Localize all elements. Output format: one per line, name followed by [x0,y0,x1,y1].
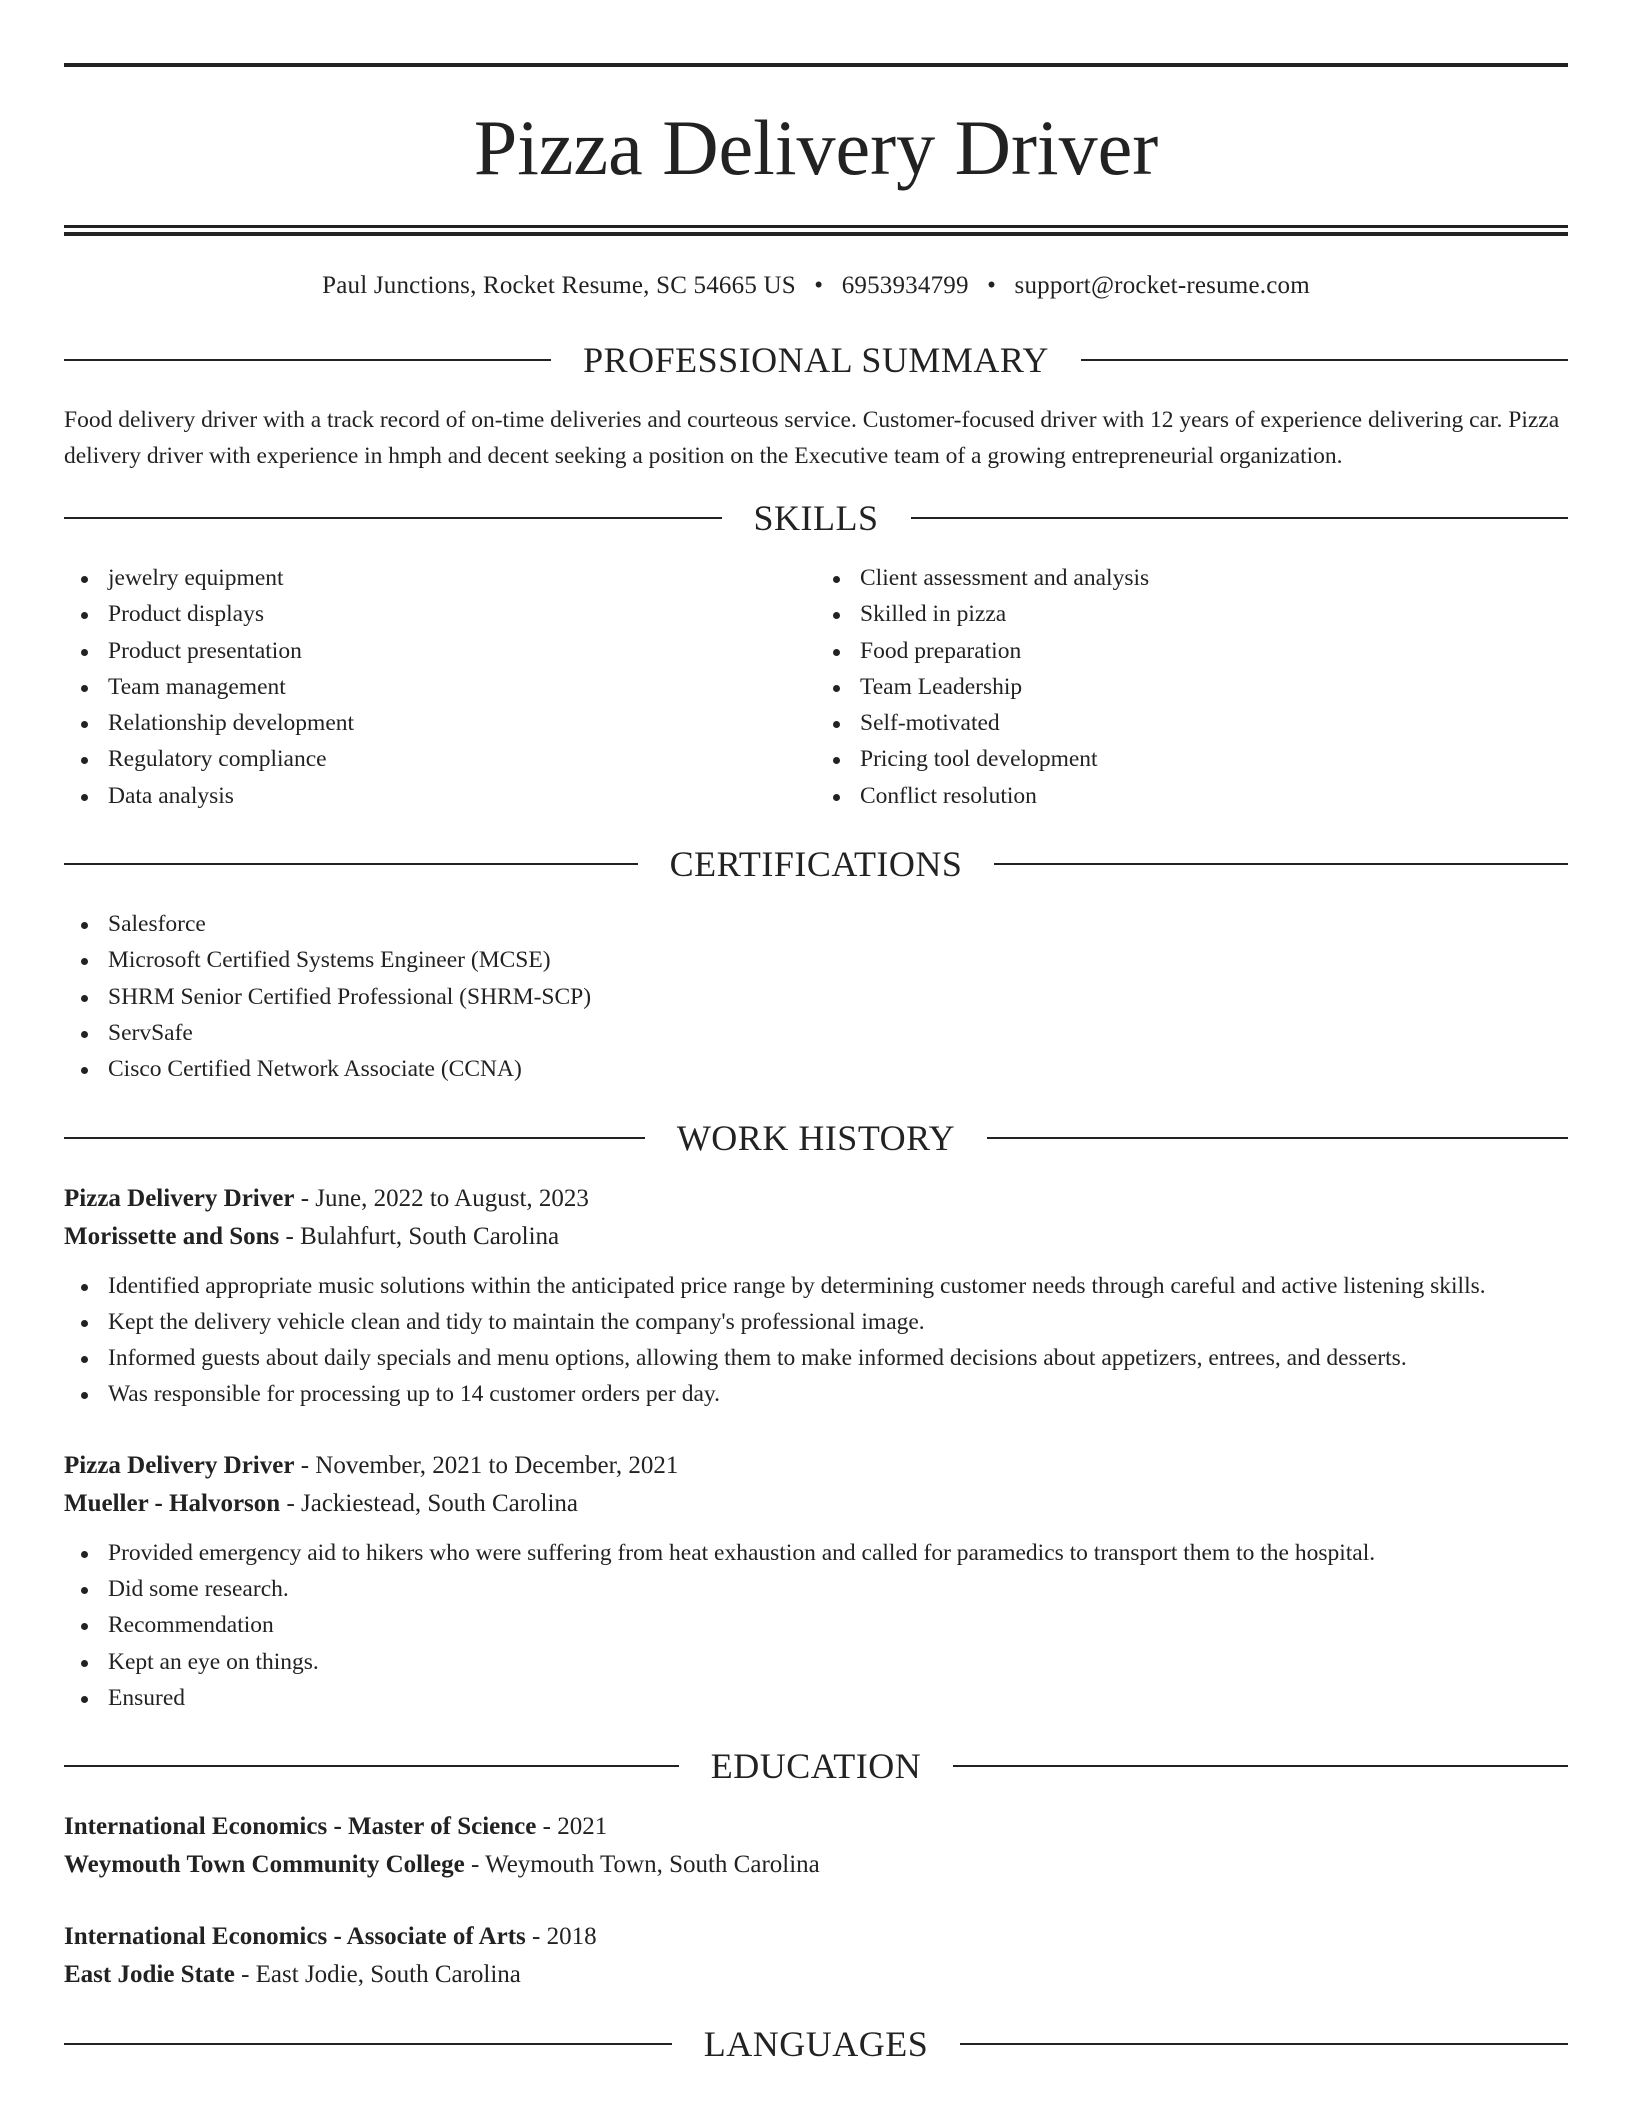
education-degree: International Economics - Master of Science [64,1813,537,1841]
job-duty-item: Kept an eye on things. [64,1644,1568,1680]
contact-address: Paul Junctions, Rocket Resume, SC 54665 US [322,272,796,299]
section-title-work-history: WORK HISTORY [676,1117,956,1158]
job-duties-list [64,1268,1568,1413]
job-duty-item: Was responsible for processing up to 14 customer orders per day. [64,1376,1568,1412]
job-entry [64,1447,1568,1716]
skill-item: Conflict resolution [816,778,1568,814]
section-title-languages: LANGUAGES [703,2024,929,2065]
skill-item: Pricing tool development [816,741,1568,777]
education-school-line [64,1956,1568,1994]
contact-separator: • [987,272,997,299]
skills-list-right [816,560,1568,814]
job-location: - Bulahfurt, South Carolina [279,1222,560,1250]
education-location: - Weymouth Town, South Carolina [464,1851,820,1879]
certification-item: ServSafe [64,1015,1568,1051]
certification-item: Cisco Certified Network Associate (CCNA) [64,1051,1568,1087]
section-rule [64,359,551,361]
title-double-rule [64,225,1568,236]
skills-columns [64,560,1568,814]
skill-item: Product presentation [64,633,816,669]
job-dates: - June, 2022 to August, 2023 [294,1184,589,1212]
section-rule [64,1137,645,1139]
summary-text: Food delivery driver with a track record of on-time deliveries and courteous service. Customer-focused driver with 12 years of experience delivering car. Pizza delivery driver with experience in hmph and decent seeking a position on the Executive team of a growing entrepreneurial organization. [64,407,1560,469]
certifications-list [64,906,1568,1087]
education-year: - 2021 [536,1813,608,1841]
education-degree: International Economics - Associate of Arts [64,1923,526,1951]
job-duty-item: Identified appropriate music solutions within the anticipated price range by determining customer needs through careful and active listening skills. [64,1268,1568,1304]
section-title-education: EDUCATION [710,1746,922,1787]
section-header-education [64,1746,1568,1786]
job-title: Pizza Delivery Driver [64,1184,295,1212]
section-rule [64,863,638,865]
job-duty-item: Informed guests about daily specials and menu options, allowing them to make informed decisions about appetizers, entrees, and desserts. [64,1340,1568,1376]
education-school: East Jodie State [64,1961,235,1989]
skill-item: Skilled in pizza [816,596,1568,632]
education-year: - 2018 [525,1923,597,1951]
section-header-work-history [64,1118,1568,1158]
job-company-line [64,1485,1568,1523]
skill-item: Food preparation [816,633,1568,669]
resume-title: Pizza Delivery Driver [473,104,1159,191]
skills-list-left [64,560,816,814]
contact-email: support@rocket-resume.com [1014,272,1310,299]
section-header-certifications [64,844,1568,884]
job-duty-item: Ensured [64,1680,1568,1716]
section-rule [64,517,722,519]
education-degree-line [64,1918,1568,1956]
section-rule [994,863,1568,865]
section-title-skills: SKILLS [753,498,879,538]
skill-item: Regulatory compliance [64,741,816,777]
section-title-summary: PROFESSIONAL SUMMARY [583,340,1049,380]
skill-item: Data analysis [64,778,816,814]
job-title-line [64,1447,1568,1485]
section-rule [64,2043,672,2045]
education-location: - East Jodie, South Carolina [234,1961,521,1989]
section-header-languages [64,2024,1568,2064]
section-header-skills [64,498,1568,538]
skill-item: Client assessment and analysis [816,560,1568,596]
education-entry [64,1808,1568,1884]
job-company: Morissette and Sons [64,1222,280,1250]
contact-phone: 6953934799 [841,272,969,299]
education-entry [64,1918,1568,1994]
skill-item: Product displays [64,596,816,632]
contact-separator: • [814,272,824,299]
contact-line [64,270,1568,302]
education-degree-line [64,1808,1568,1846]
certification-item: SHRM Senior Certified Professional (SHRM-SCP) [64,979,1568,1015]
section-rule [987,1137,1568,1139]
section-rule [953,1765,1568,1767]
job-title: Pizza Delivery Driver [64,1451,295,1479]
job-duties-list [64,1535,1568,1716]
job-duty-item: Kept the delivery vehicle clean and tidy to maintain the company's professional image. [64,1304,1568,1340]
skill-item: Team management [64,669,816,705]
section-rule [1081,359,1568,361]
job-company: Mueller - Halvorson [64,1489,281,1517]
certification-item: Microsoft Certified Systems Engineer (MCSE) [64,942,1568,978]
skill-item: Team Leadership [816,669,1568,705]
job-duty-item: Recommendation [64,1607,1568,1643]
section-title-certifications: CERTIFICATIONS [669,844,963,885]
section-rule [64,1765,679,1767]
job-dates: - November, 2021 to December, 2021 [294,1451,679,1479]
job-title-line [64,1180,1568,1218]
section-rule [960,2043,1568,2045]
education-school-line [64,1846,1568,1884]
job-duty-item: Did some research. [64,1571,1568,1607]
job-duty-item: Provided emergency aid to hikers who were suffering from heat exhaustion and called for paramedics to transport them to the hospital. [64,1535,1568,1571]
skill-item: jewelry equipment [64,560,816,596]
job-location: - Jackiestead, South Carolina [280,1489,579,1517]
section-rule [911,517,1569,519]
skill-item: Relationship development [64,705,816,741]
job-entry [64,1180,1568,1413]
top-rule [64,63,1568,67]
section-header-summary [64,340,1568,380]
education-school: Weymouth Town Community College [64,1851,465,1879]
skill-item: Self-motivated [816,705,1568,741]
certification-item: Salesforce [64,906,1568,942]
job-company-line [64,1218,1568,1256]
